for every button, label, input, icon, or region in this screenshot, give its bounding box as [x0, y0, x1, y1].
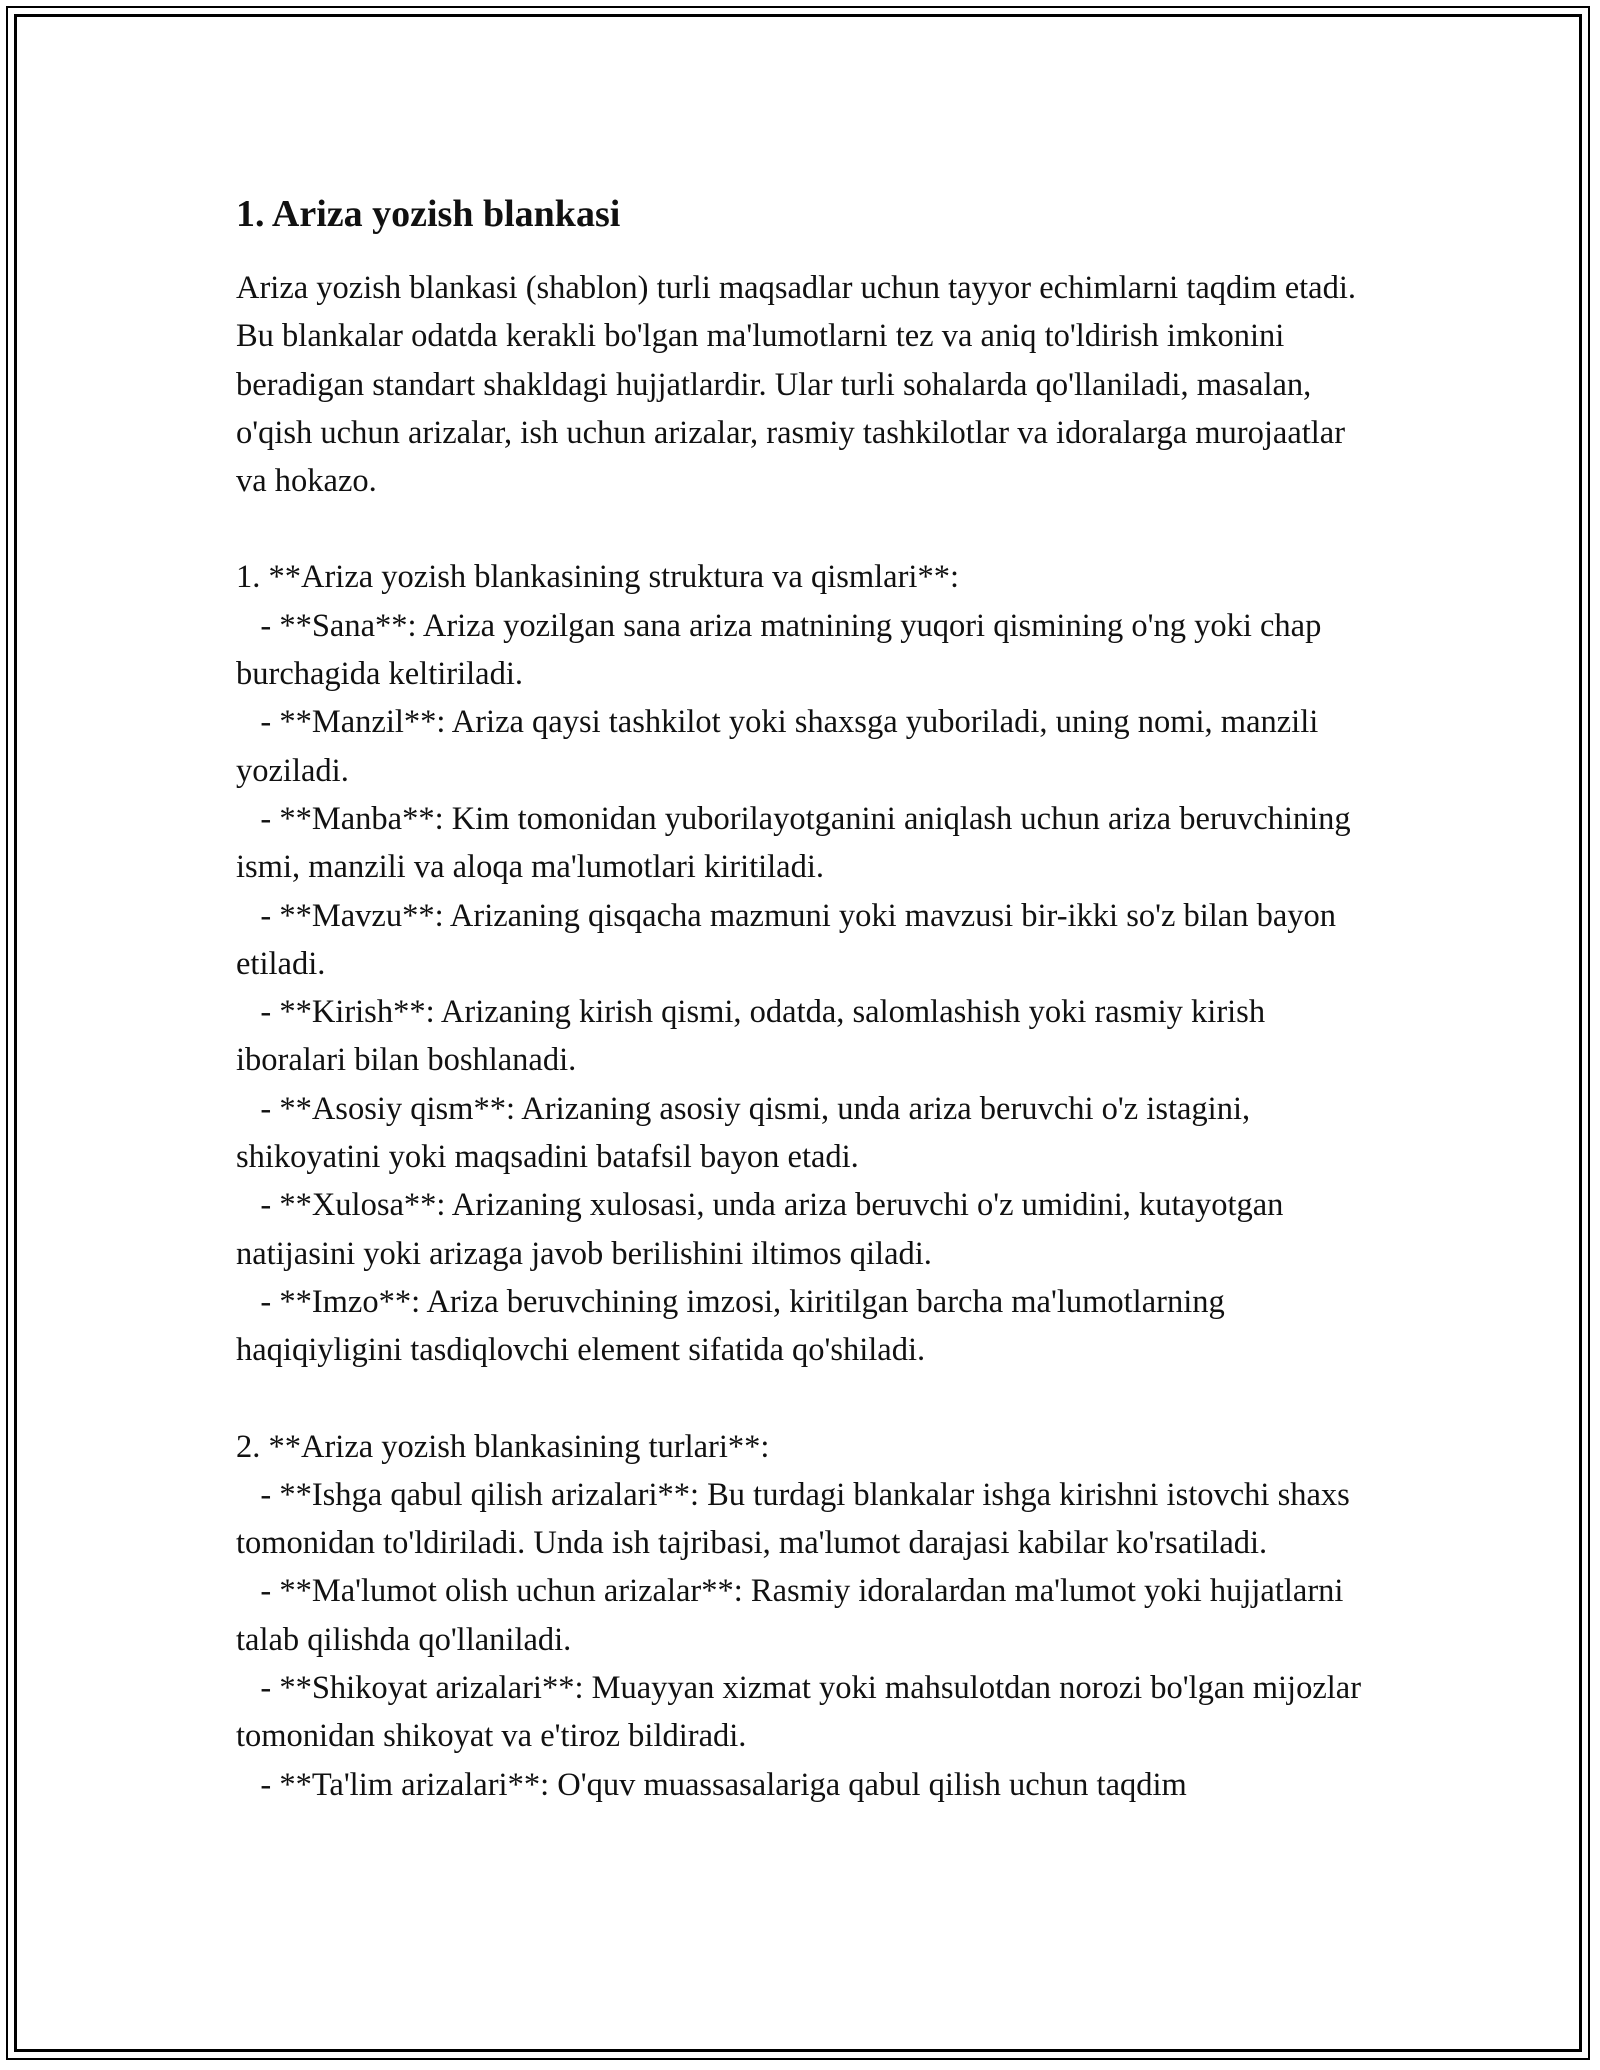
section-heading: 1. **Ariza yozish blankasining struktura va qismlari**: [236, 559, 959, 596]
section-types [236, 1423, 1370, 1809]
section-heading: 2. **Ariza yozish blankasining turlari**: [236, 1428, 770, 1465]
list-item-ishga-qabul: - **Ishga qabul qilish arizalari**: Bu turdagi blankalar ishga kirishni istovchi shaxs tomonidan to'ldiriladi. Unda ish tajribasi, ma'lumot darajasi kabilar ko'rsatiladi. [236, 1476, 1358, 1562]
list-item-asosiy-qism: - **Asosiy qism**: Arizaning asosiy qismi, unda ariza beruvchi o'z istagini, shikoyatini yoki maqsadini batafsil bayon etadi. [236, 1090, 1259, 1176]
paragraph-spacer [236, 505, 1366, 553]
list-item-mavzu: - **Mavzu**: Arizaning qisqacha mazmuni yoki mavzusi bir-ikki so'z bilan bayon etiladi. [236, 897, 1345, 982]
document-body [236, 188, 1370, 1809]
list-item-talim: - **Ta'lim arizalari**: O'quv muassasalariga qabul qilish uchun taqdim [236, 1766, 1187, 1803]
list-item-kirish: - **Kirish**: Arizaning kirish qismi, odatda, salomlashish yoki rasmiy kirish iboralari bilan boshlanadi. [236, 994, 1274, 1079]
list-item-manzil: - **Manzil**: Ariza qaysi tashkilot yoki shaxsga yuboriladi, uning nomi, manzili yoziladi. [236, 704, 1327, 789]
document-title: 1. Ariza yozish blankasi [236, 193, 621, 235]
list-item-manba: - **Manba**: Kim tomonidan yuborilayotganini aniqlash uchun ariza beruvchining ismi, manzili va aloqa ma'lumotlari kiritiladi. [236, 800, 1359, 886]
list-item-sana: - **Sana**: Ariza yozilgan sana ariza matnining yuqori qismining o'ng yoki chap burchagida keltiriladi. [236, 607, 1330, 693]
intro-paragraph: Ariza yozish blankasi (shablon) turli maqsadlar uchun tayyor echimlarni taqdim etadi. Bu blankalar odatda kerakli bo'lgan ma'lumotlarni tez va aniq to'ldirish imkonini beradigan standart shakldagi hujjatlardir. Ular turli sohalarda qo'llaniladi, masalan, o'qish uchun arizalar, ish uchun arizalar, rasmiy tashkilotlar va idoralarga murojaatlar va hokazo. [236, 270, 1365, 500]
paragraph-spacer [236, 1375, 1366, 1423]
list-item-malumot-olish: - **Ma'lumot olish uchun arizalar**: Rasmiy idoralardan ma'lumot yoki hujjatlarni talab qilishda qo'llaniladi. [236, 1573, 1352, 1658]
list-item-imzo: - **Imzo**: Ariza beruvchining imzosi, kiritilgan barcha ma'lumotlarning haqiqiyligini tasdiqlovchi element sifatida qo'shiladi. [236, 1283, 1233, 1369]
list-item-xulosa: - **Xulosa**: Arizaning xulosasi, unda ariza beruvchi o'z umidini, kutayotgan natijasini yoki arizaga javob berilishini iltimos qiladi. [236, 1187, 1292, 1272]
section-structure [236, 553, 1366, 1374]
list-item-shikoyat: - **Shikoyat arizalari**: Muayyan xizmat yoki mahsulotdan norozi bo'lgan mijozlar tomonidan shikoyat va e'tiroz bildiradi. [236, 1670, 1370, 1755]
